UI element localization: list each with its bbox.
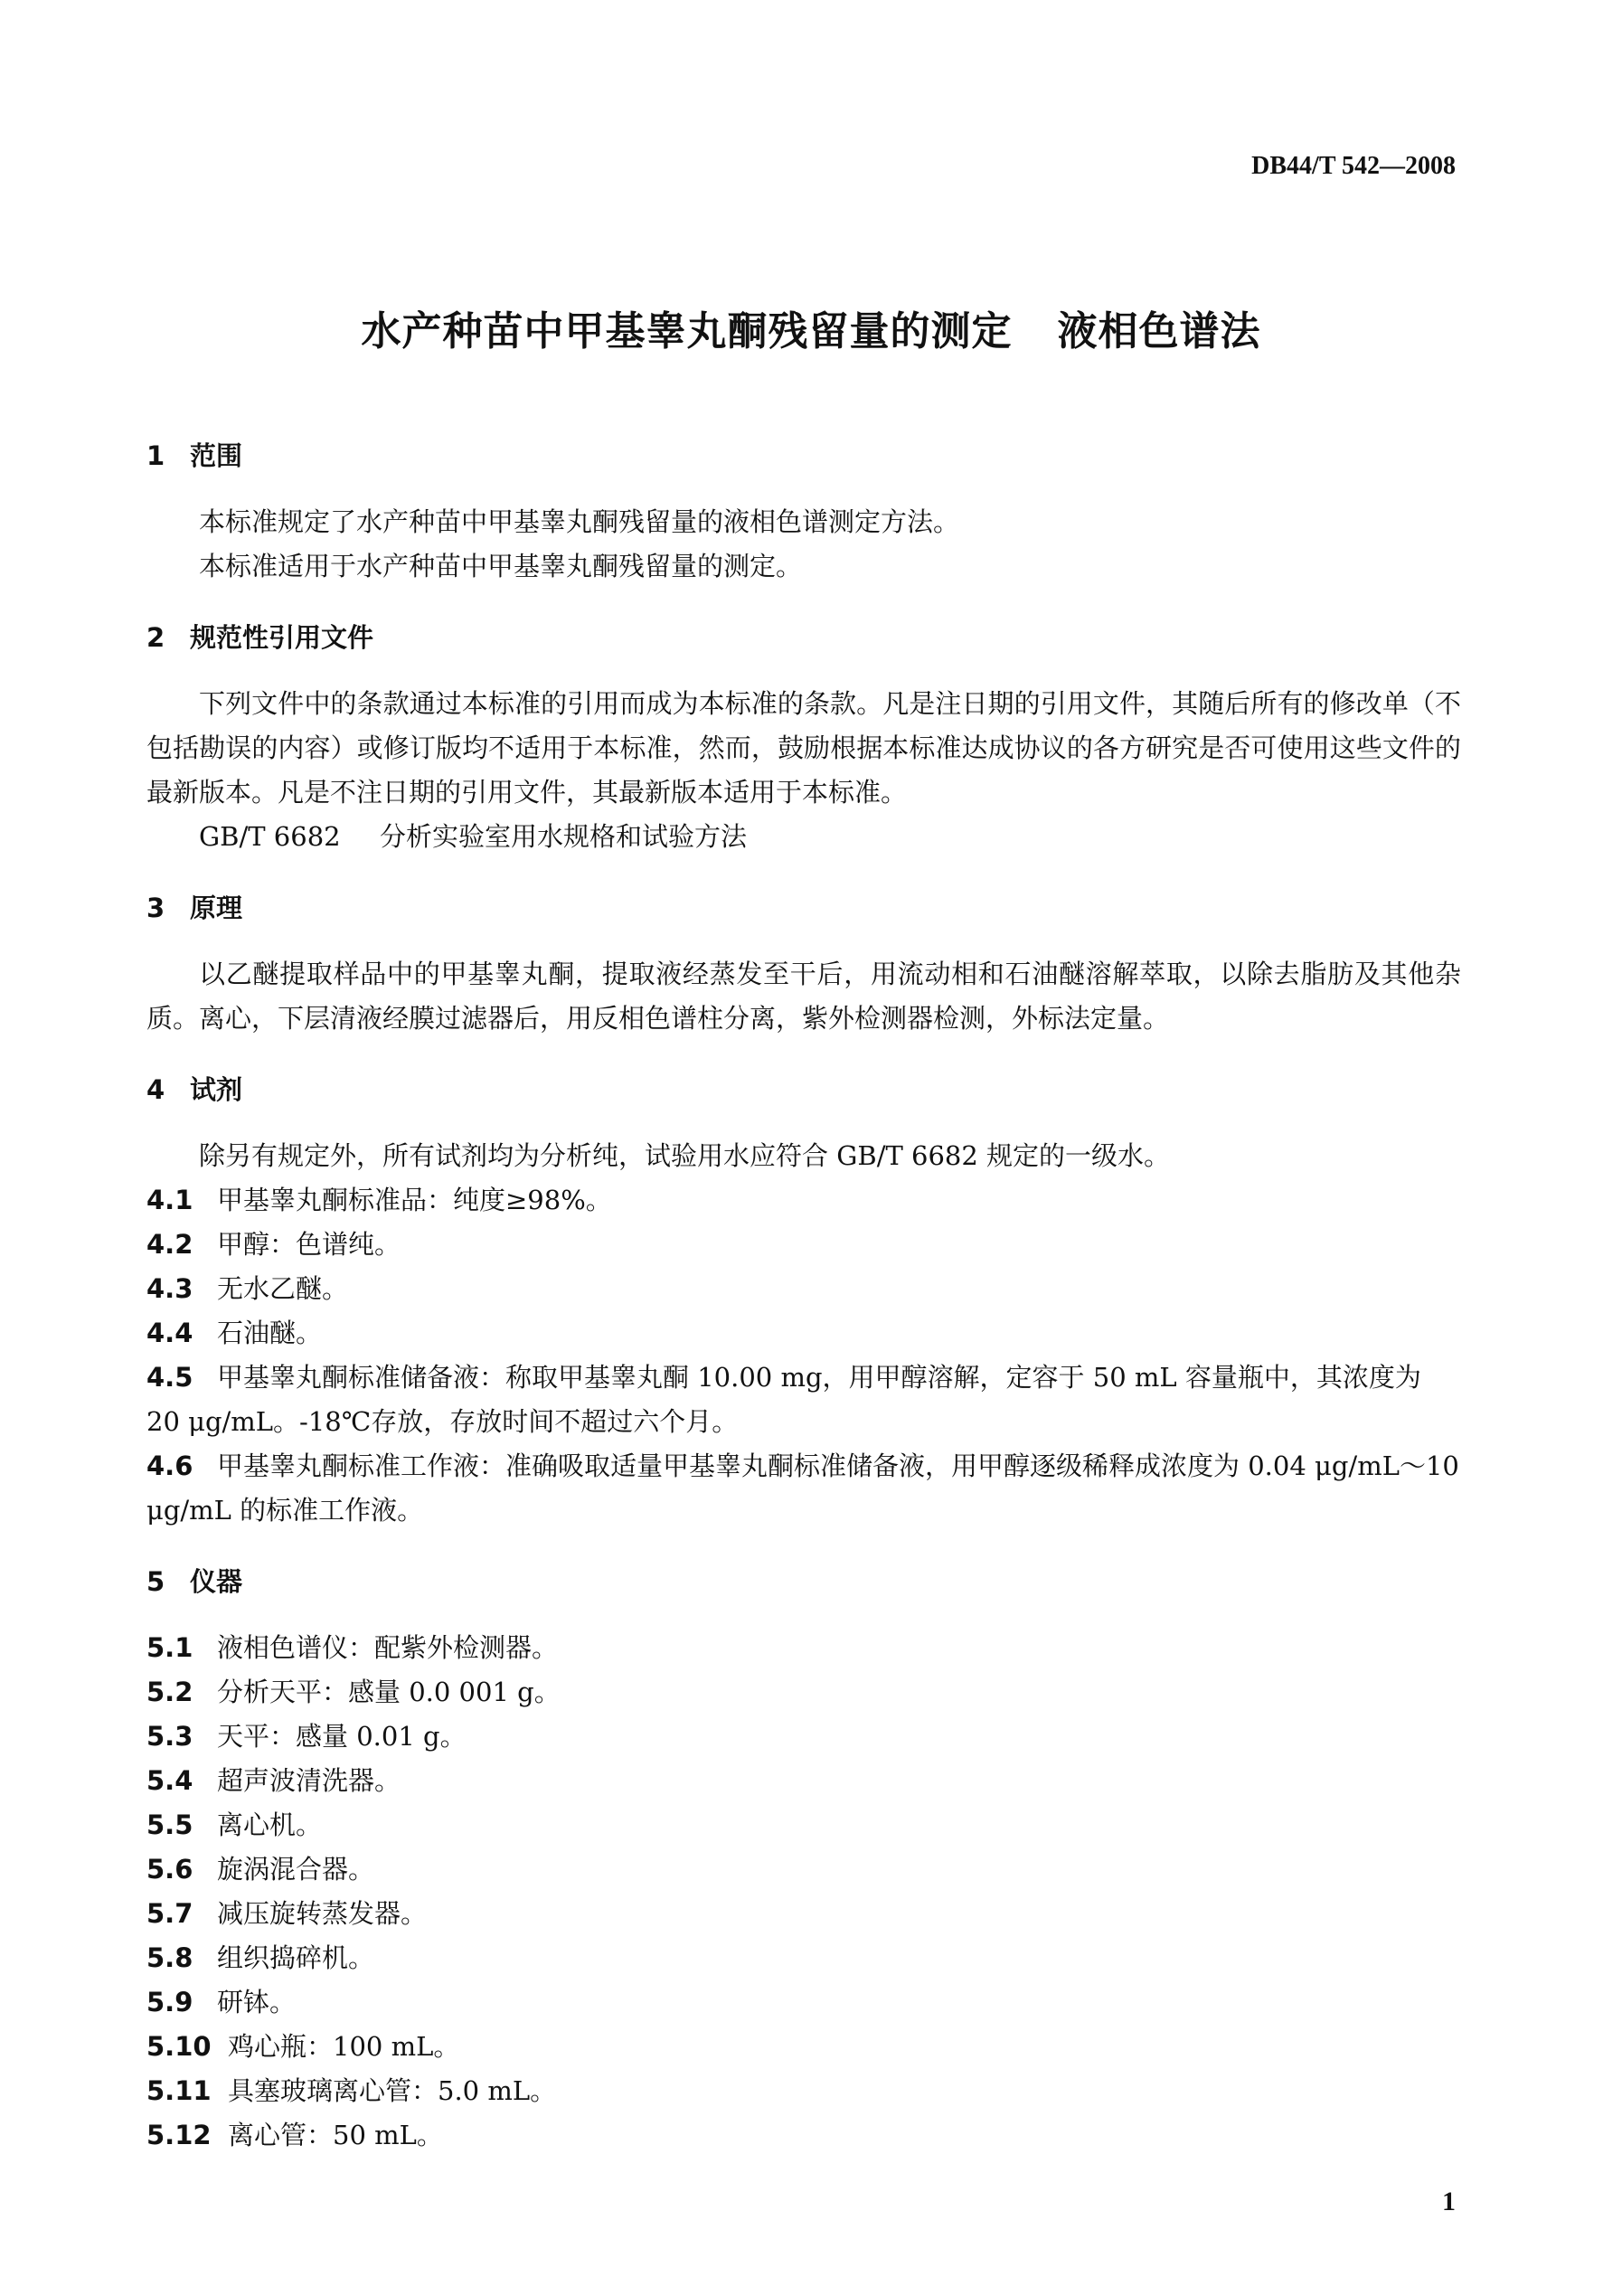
title-method: 液相色谱法 bbox=[1057, 308, 1261, 354]
standard-code: DB44/T 542—2008 bbox=[1251, 152, 1456, 180]
document-title bbox=[0, 298, 1622, 356]
reference-code: GB/T 6682 bbox=[199, 821, 341, 852]
list-item: 5.9 研钵。 bbox=[146, 1987, 297, 2017]
section-number: 1 bbox=[146, 440, 165, 471]
section-heading-normative-references bbox=[146, 616, 1461, 660]
list-item: 5.8 组织捣碎机。 bbox=[146, 1942, 375, 1973]
section-number: 5 bbox=[146, 1566, 165, 1597]
page-number: 1 bbox=[1442, 2187, 1456, 2216]
list-item: 5.7 减压旋转蒸发器。 bbox=[146, 1898, 428, 1929]
list-item: 4.2 甲醇：色谱纯。 bbox=[146, 1229, 401, 1260]
section-number: 4 bbox=[146, 1074, 165, 1105]
reagent-list bbox=[146, 1178, 1461, 1533]
section-title: 范围 bbox=[190, 440, 243, 471]
list-item: 5.3 天平：感量 0.01 g。 bbox=[146, 1721, 467, 1752]
section-heading-principle bbox=[146, 886, 1461, 931]
list-item: 4.6 甲基睾丸酮标准工作液：准确吸取适量甲基睾丸酮标准储备液，用甲醇逐级稀释成浓度为 0.04 μg/mL～10 μg/mL 的标准工作液。 bbox=[146, 1450, 1459, 1526]
reference-title: 分析实验室用水规格和试验方法 bbox=[380, 821, 748, 852]
section-number: 3 bbox=[146, 893, 165, 923]
section-heading-scope bbox=[146, 434, 1461, 478]
scope-paragraph-2: 本标准适用于水产种苗中甲基睾丸酮残留量的测定。 bbox=[199, 551, 803, 581]
scope-paragraph-1: 本标准规定了水产种苗中甲基睾丸酮残留量的液相色谱测定方法。 bbox=[199, 506, 960, 537]
list-item: 5.5 离心机。 bbox=[146, 1809, 323, 1840]
section-heading-reagents bbox=[146, 1068, 1461, 1112]
list-item: 5.2 分析天平：感量 0.0 001 g。 bbox=[146, 1677, 561, 1707]
section-heading-apparatus bbox=[146, 1560, 1461, 1604]
section-title: 规范性引用文件 bbox=[190, 622, 374, 653]
principle-paragraph: 以乙醚提取样品中的甲基睾丸酮，提取液经蒸发至干后，用流动相和石油醚溶解萃取，以除去脂肪及其他杂质。离心，下层清液经膜过滤器后，用反相色谱柱分离，紫外检测器检测，外标法定量。 bbox=[146, 959, 1461, 1034]
list-item: 5.6 旋涡混合器。 bbox=[146, 1854, 375, 1885]
list-item: 5.12 离心管：50 mL。 bbox=[146, 2120, 443, 2150]
section-number: 2 bbox=[146, 622, 165, 653]
section-title: 试剂 bbox=[190, 1074, 243, 1105]
list-item: 5.11 具塞玻璃离心管：5.0 mL。 bbox=[146, 2075, 557, 2106]
section-title: 原理 bbox=[190, 893, 243, 923]
apparatus-list bbox=[146, 1626, 1461, 2158]
reference-entry bbox=[146, 815, 1461, 859]
list-item: 5.4 超声波清洗器。 bbox=[146, 1765, 401, 1796]
document-body bbox=[146, 434, 1461, 2158]
list-item: 4.1 甲基睾丸酮标准品：纯度≥98%。 bbox=[146, 1185, 612, 1215]
list-item: 5.10 鸡心瓶：100 mL。 bbox=[146, 2031, 460, 2062]
references-paragraph: 下列文件中的条款通过本标准的引用而成为本标准的条款。凡是注日期的引用文件，其随后所有的修改单（不包括勘误的内容）或修订版均不适用于本标准，然而，鼓励根据本标准达成协议的各方研究是否可使用这些文件的最新版本。凡是不注日期的引用文件，其最新版本适用于本标准。 bbox=[146, 688, 1461, 808]
list-item: 4.3 无水乙醚。 bbox=[146, 1273, 349, 1304]
title-main: 水产种苗中甲基睾丸酮残留量的测定 bbox=[361, 308, 1013, 354]
list-item: 4.5 甲基睾丸酮标准储备液：称取甲基睾丸酮 10.00 mg，用甲醇溶解，定容于 50 mL 容量瓶中，其浓度为 20 μg/mL。-18℃存放，存放时间不超过六个月。 bbox=[146, 1362, 1421, 1437]
section-title: 仪器 bbox=[190, 1566, 243, 1597]
list-item: 4.4 石油醚。 bbox=[146, 1318, 323, 1348]
list-item: 5.1 液相色谱仪：配紫外检测器。 bbox=[146, 1632, 559, 1663]
reagents-intro: 除另有规定外，所有试剂均为分析纯，试验用水应符合 GB/T 6682 规定的一级水。 bbox=[199, 1140, 1171, 1171]
